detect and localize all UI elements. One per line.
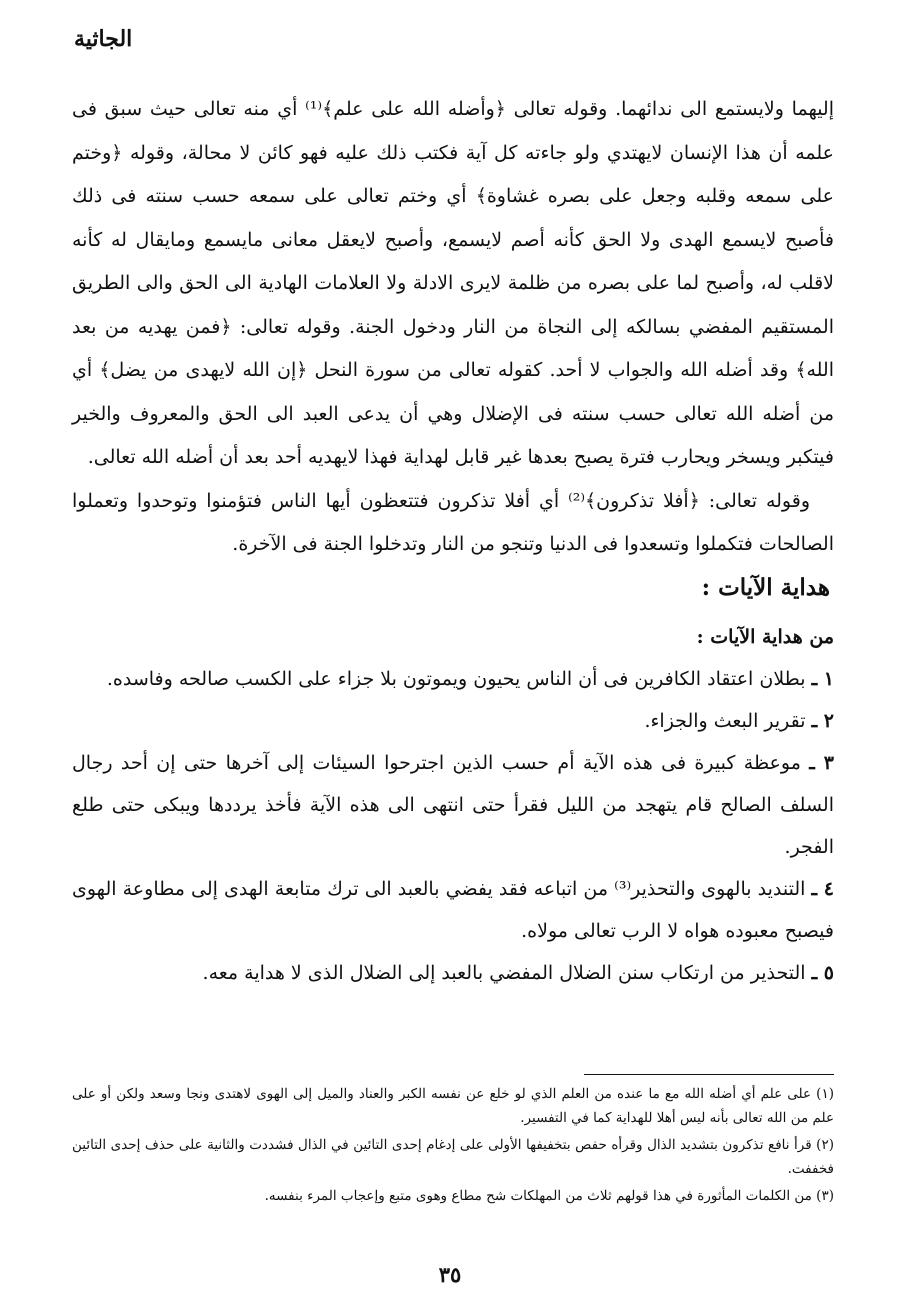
list-item: [72, 868, 834, 952]
list-item-text: موعظة كبيرة فى هذه الآية أم حسب الذين اجترحوا السيئات إلى آخرها حتى إن أحد رجال السلف الصالح قام يتهجد من الليل فقرأ حتى انتهى الى هذه الآية فأخذ يرددها ويبكى حتى طلع الفجر.: [72, 752, 834, 858]
body-paragraph: إليهما ولايستمع الى ندائهما. وقوله تعالى ﴿وأضله الله على علم﴾⁽¹⁾ أي منه تعالى حيث سبق فى علمه أن هذا الإنسان لايهتدي ولو جاءته كل آية فكتب ذلك عليه فهو كائن لا محالة، وقوله ﴿وختم على سمعه وقلبه وجعل على بصره غشاوة﴾ أي وختم تعالى على سمعه حسب سنته فى ذلك فأصبح لايسمع الهدى ولا الحق كأنه أصم لايسمع، وأصبح لايعقل معانى مايسمع ومايقال له كأنه لاقلب له، وأصبح لما على بصره من ظلمة لايرى الادلة ولا العلامات الهادية الى الحق والى الطريق المستقيم المفضي بسالكه إلى النجاة من النار ودخول الجنة. وقوله تعالى: ﴿فمن يهديه من بعد الله﴾ وقد أضله الله والجواب لا أحد. كقوله تعالى من سورة النحل ﴿إن الله لايهدى من يضل﴾ أي من أضله الله تعالى حسب سنته فى الإضلال وهي أن يدعى العبد الى الحق والمعروف والخير فيتكبر ويسخر ويحارب فترة يصبح بعدها غير قابل لهداية فهذا لايهديه أحد بعد أن أضله الله تعالى.: [72, 98, 835, 468]
page-header-surah-name: الجاثية: [74, 26, 133, 52]
list-item-text: تقرير البعث والجزاء.: [644, 710, 806, 732]
list-item-number: ٢ ـ: [811, 710, 834, 732]
section-title: هداية الآيات :: [701, 574, 830, 601]
list-item: [72, 700, 834, 742]
list-item-number: ٥ ـ: [811, 962, 834, 984]
list-item: [72, 952, 834, 994]
footnote: (١) على علم أي أضله الله مع ما عنده من العلم الذي لو خلع عن نفسه الكبر والعناد والميل إلى الهوى لاهتدى ونجا وسعد ولكن أو على علم من الله تعالى بأنه ليس أهلا للهداية كما في التفسير.: [72, 1086, 834, 1126]
list-item-number: ٣ ـ: [809, 752, 835, 774]
list-item-text: بطلان اعتقاد الكافرين فى أن الناس يحيون ويموتون بلا جزاء على الكسب صالحه وفاسده.: [106, 668, 806, 690]
footnotes: [72, 1082, 834, 1211]
list-item-text: التنديد بالهوى والتحذير⁽³⁾ من اتباعه فقد يفضي بالعبد الى ترك متابعة الهدى إلى مطاوعة الهوى فيصبح معبوده هواه لا الرب تعالى مولاه.: [72, 878, 834, 942]
list-item: [72, 658, 834, 700]
section-subtitle: من هداية الآيات :: [696, 626, 834, 648]
lessons-section: [72, 616, 834, 994]
lessons-list: [72, 658, 834, 994]
list-item-number: ٤ ـ: [811, 878, 834, 900]
page-number: ٣٥: [438, 1262, 462, 1287]
footnote-divider: [584, 1074, 834, 1075]
list-item-number: ١ ـ: [811, 668, 834, 690]
body-paragraph: وقوله تعالى: ﴿أفلا تذكرون﴾⁽²⁾ أي أفلا تذكرون فتتعظون أيها الناس فتؤمنوا وتوحدوا وتعملوا الصالحات فتكملوا وتسعدوا فى الدنيا وتنجو من النار وتدخلوا الجنة فى الآخرة.: [72, 489, 834, 555]
list-item-text: التحذير من ارتكاب سنن الضلال المفضي بالعبد إلى الضلال الذى لا هداية معه.: [202, 962, 806, 984]
tafsir-body: [72, 88, 834, 567]
footnote: (٣) من الكلمات المأثورة في هذا قولهم ثلاث من المهلكات شح مطاع وهوى متبع وإعجاب المرء بنفسه.: [264, 1188, 834, 1204]
footnote: (٢) قرأ نافع تذكرون بتشديد الذال وقرأه حفص بتخفيفها الأولى على إدغام إحدى التائين في الذال فشددت والثانية على حذف إحدى التائين فخففت.: [72, 1137, 834, 1177]
list-item: [72, 742, 834, 868]
